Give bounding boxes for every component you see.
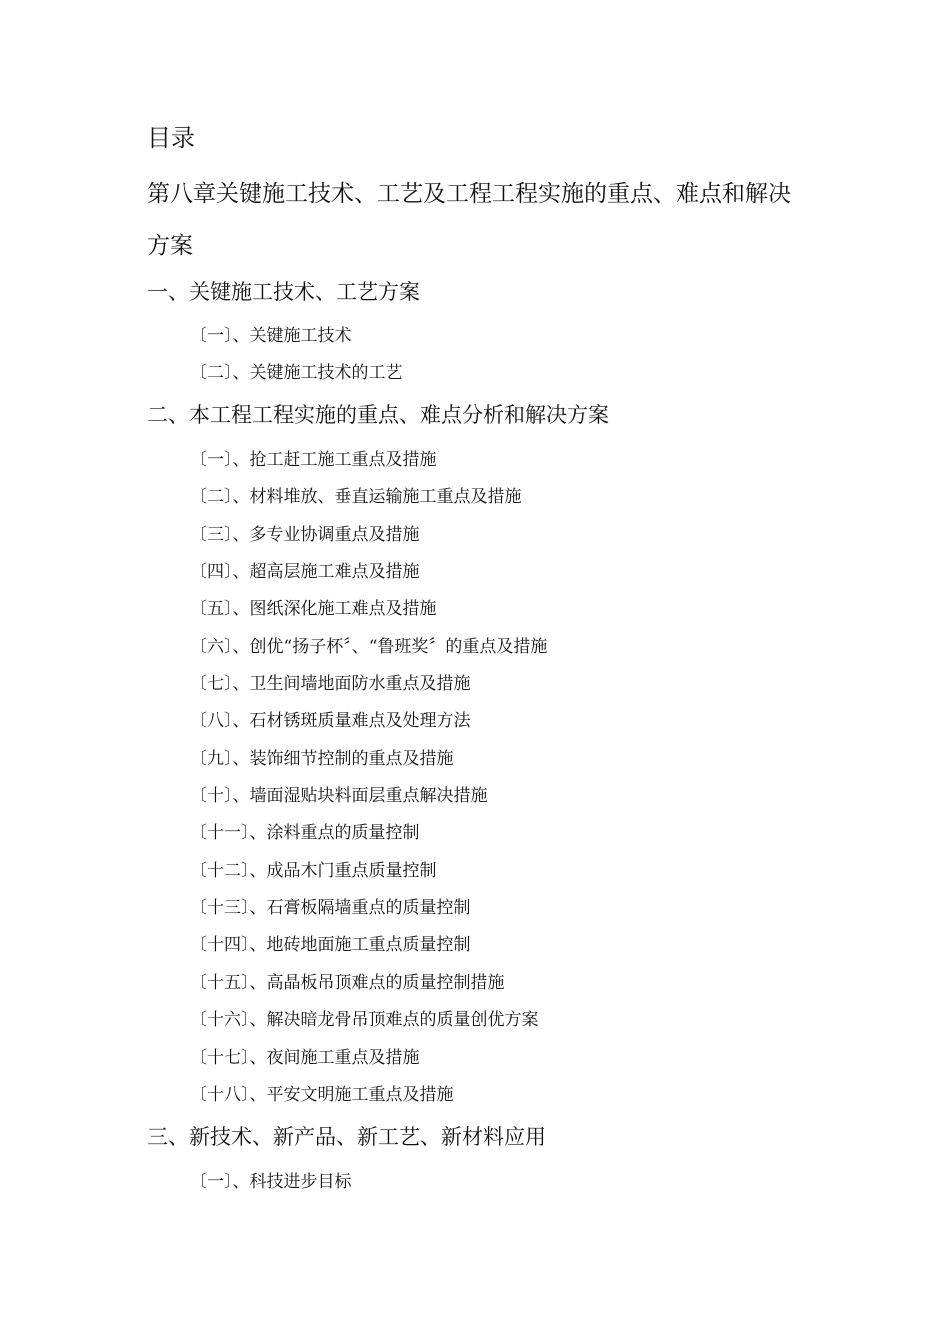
toc-entry-2-10: 〔十〕、墙面湿贴块料面层重点解决措施: [190, 786, 488, 806]
toc-entry-2-6: 〔六〕、创优“扬子杯〞、“鲁班奖〞的重点及措施: [190, 637, 548, 657]
toc-section-2: 二、本工程工程实施的重点、难点分析和解决方案: [147, 403, 609, 427]
toc-entry-2-18: 〔十八〕、平安文明施工重点及措施: [190, 1085, 454, 1105]
toc-entry-2-2: 〔二〕、材料堆放、垂直运输施工重点及措施: [190, 487, 522, 507]
toc-entry-2-8: 〔八〕、石材锈斑质量难点及处理方法: [190, 711, 471, 731]
toc-entry-2-15: 〔十五〕、高晶板吊顶难点的质量控制措施: [190, 973, 505, 993]
toc-entry-2-13: 〔十三〕、石膏板隔墙重点的质量控制: [190, 898, 471, 918]
toc-section-1: 一、关键施工技术、工艺方案: [147, 280, 420, 304]
toc-entry-2-11: 〔十一〕、涂料重点的质量控制: [190, 823, 420, 843]
toc-title: 目录: [147, 124, 195, 152]
toc-section-3: 三、新技术、新产品、新工艺、新材料应用: [147, 1125, 546, 1149]
toc-entry-2-14: 〔十四〕、地砖地面施工重点质量控制: [190, 935, 471, 955]
toc-entry-2-3: 〔三〕、多专业协调重点及措施: [190, 525, 420, 545]
toc-entry-1-1: 〔一〕、关键施工技术: [190, 326, 352, 346]
toc-entry-1-2: 〔二〕、关键施工技术的工艺: [190, 363, 403, 383]
toc-entry-3-1: 〔一〕、科技进步目标: [190, 1172, 352, 1192]
toc-entry-2-5: 〔五〕、图纸深化施工难点及措施: [190, 599, 437, 619]
toc-entry-2-4: 〔四〕、超高层施工难点及措施: [190, 562, 420, 582]
toc-entry-2-16: 〔十六〕、解决暗龙骨吊顶难点的质量创优方案: [190, 1010, 539, 1030]
toc-entry-2-17: 〔十七〕、夜间施工重点及措施: [190, 1048, 420, 1068]
chapter-heading: 第八章关键施工技术、工艺及工程工程实施的重点、难点和解决方案: [147, 181, 791, 259]
toc-entry-2-9: 〔九〕、装饰细节控制的重点及措施: [190, 749, 454, 769]
toc-entry-2-7: 〔七〕、卫生间墙地面防水重点及措施: [190, 674, 471, 694]
toc-entry-2-1: 〔一〕、抢工赶工施工重点及措施: [190, 450, 437, 470]
toc-entry-2-12: 〔十二〕、成品木门重点质量控制: [190, 861, 437, 881]
